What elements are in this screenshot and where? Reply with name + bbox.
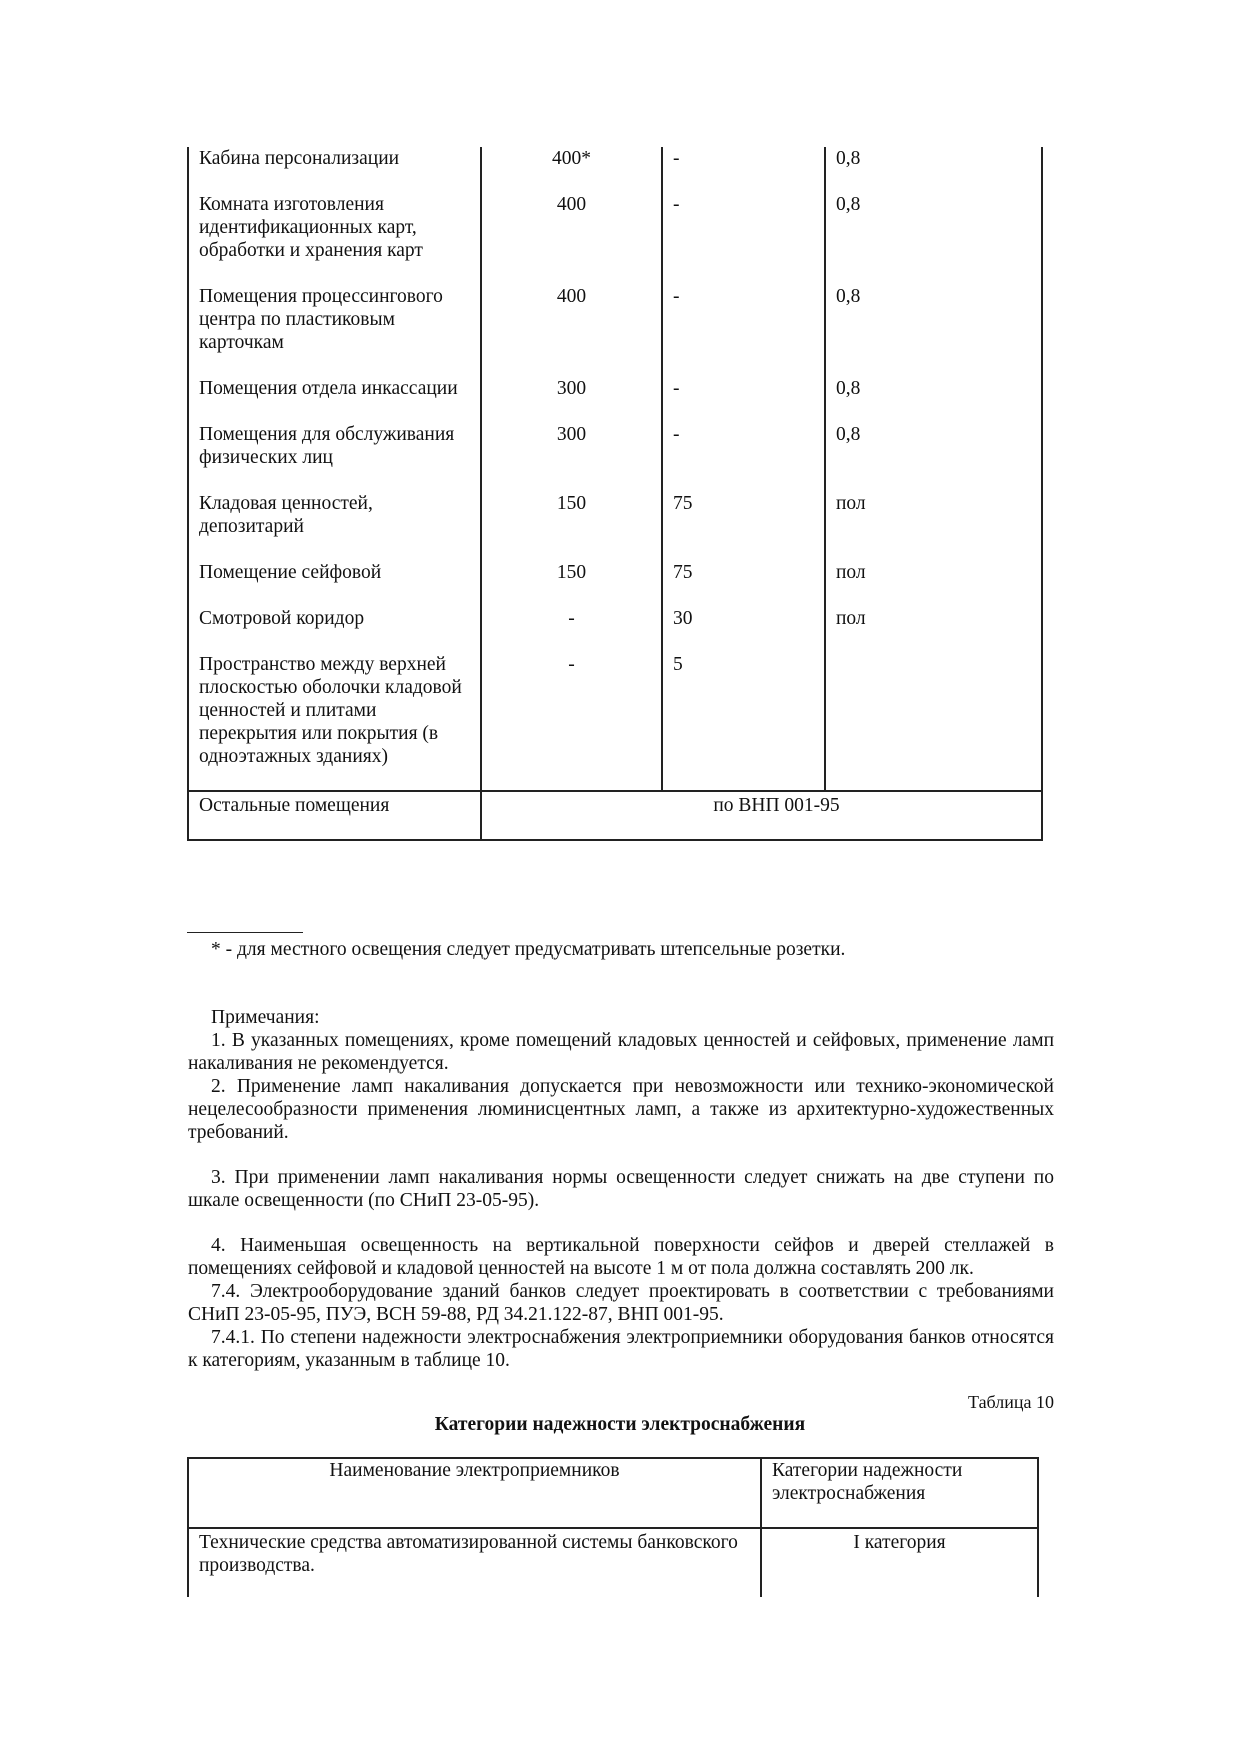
work-plane-cell [825,653,1042,791]
table-header-row [188,1458,1038,1528]
note-3: 3. При применении ламп накаливания нормы освещенности следует снижать на две ступени по шкале освещенности (по СНиП 23-05-95). [188,1167,1054,1211]
clause-7-4: 7.4. Электрооборудование зданий банков следует проектировать в соответствии с требованиями СНиП 23-05-95, ПУЭ, ВСН 59-88, РД 34.21.122-87, ВНП 001-95. [188,1281,1054,1325]
merged-norm-cell: по ВНП 001-95 [481,791,1042,840]
room-name-cell: Помещения отдела инкассации [188,377,481,423]
note-4: 4. Наименьшая освещенность на вертикальной поверхности сейфов и дверей стеллажей в помещениях сейфовой и кладовой ценностей на высоте 1 м от пола должна составлять 200 лк. [188,1235,1054,1279]
work-plane-cell: 0,8 [825,377,1042,423]
note-2: 2. Применение ламп накаливания допускается при невозможности или технико-экономической нецелесообразности применения люминисцентных ламп, а также из архитектурно-художественных требований. [188,1076,1054,1143]
header-cell-category: Категории надежности электроснабжения [761,1458,1038,1528]
table-row [188,1528,1038,1597]
table-row [188,193,1042,285]
room-name-cell: Кладовая ценностей, депозитарий [188,492,481,561]
general-lighting-cell: - [481,653,662,791]
footnote-separator [187,932,303,933]
table-row [188,423,1042,492]
work-plane-cell: пол [825,492,1042,561]
general-lighting-cell: 400 [481,285,662,377]
table-row [188,561,1042,607]
lighting-norms-table [187,147,1043,841]
notes-title: Примечания: [211,1007,320,1028]
room-name-cell: Пространство между верхней плоскостью оболочки кладовой ценностей и плитами перекрытия или покрытия (в одноэтажных зданиях) [188,653,481,791]
general-lighting-cell: - [481,607,662,653]
combined-lighting-cell: - [662,423,825,492]
combined-lighting-cell: 75 [662,492,825,561]
category-cell: I категория [761,1528,1038,1597]
combined-lighting-cell: - [662,193,825,285]
room-name-cell: Остальные помещения [188,791,481,840]
header-cell-name: Наименование электроприемников [188,1458,761,1528]
work-plane-cell: 0,8 [825,193,1042,285]
note-1: 1. В указанных помещениях, кроме помещений кладовых ценностей и сейфовых, применение ламп накаливания не рекомендуется. [188,1030,1054,1074]
work-plane-cell: пол [825,561,1042,607]
work-plane-cell: 0,8 [825,285,1042,377]
reliability-categories-table [187,1457,1039,1597]
table-row-other-rooms [188,791,1042,840]
combined-lighting-cell: - [662,147,825,193]
table-caption: Таблица 10 [968,1392,1054,1412]
table-row [188,377,1042,423]
footnote: * - для местного освещения следует предусматривать штепсельные розетки. [211,939,846,960]
work-plane-cell: 0,8 [825,147,1042,193]
work-plane-cell: 0,8 [825,423,1042,492]
table-row [188,285,1042,377]
combined-lighting-cell: - [662,377,825,423]
room-name-cell: Помещение сейфовой [188,561,481,607]
general-lighting-cell: 300 [481,423,662,492]
combined-lighting-cell: 5 [662,653,825,791]
combined-lighting-cell: 75 [662,561,825,607]
table-row [188,147,1042,193]
combined-lighting-cell: 30 [662,607,825,653]
general-lighting-cell: 150 [481,492,662,561]
room-name-cell: Кабина персонализации [188,147,481,193]
room-name-cell: Комната изготовления идентификационных карт, обработки и хранения карт [188,193,481,285]
general-lighting-cell: 400 [481,193,662,285]
clause-7-4-1: 7.4.1. По степени надежности электроснабжения электроприемники оборудования банков относятся к категориям, указанным в таблице 10. [188,1327,1054,1371]
table-row [188,492,1042,561]
table-row [188,653,1042,791]
receiver-name-cell: Технические средства автоматизированной системы банковского производства. [188,1528,761,1597]
general-lighting-cell: 150 [481,561,662,607]
room-name-cell: Помещения процессингового центра по пластиковым карточкам [188,285,481,377]
general-lighting-cell: 400* [481,147,662,193]
general-lighting-cell: 300 [481,377,662,423]
room-name-cell: Смотровой коридор [188,607,481,653]
table-title: Категории надежности электроснабжения [434,1414,806,1435]
table-row [188,607,1042,653]
work-plane-cell: пол [825,607,1042,653]
combined-lighting-cell: - [662,285,825,377]
room-name-cell: Помещения для обслуживания физических лиц [188,423,481,492]
